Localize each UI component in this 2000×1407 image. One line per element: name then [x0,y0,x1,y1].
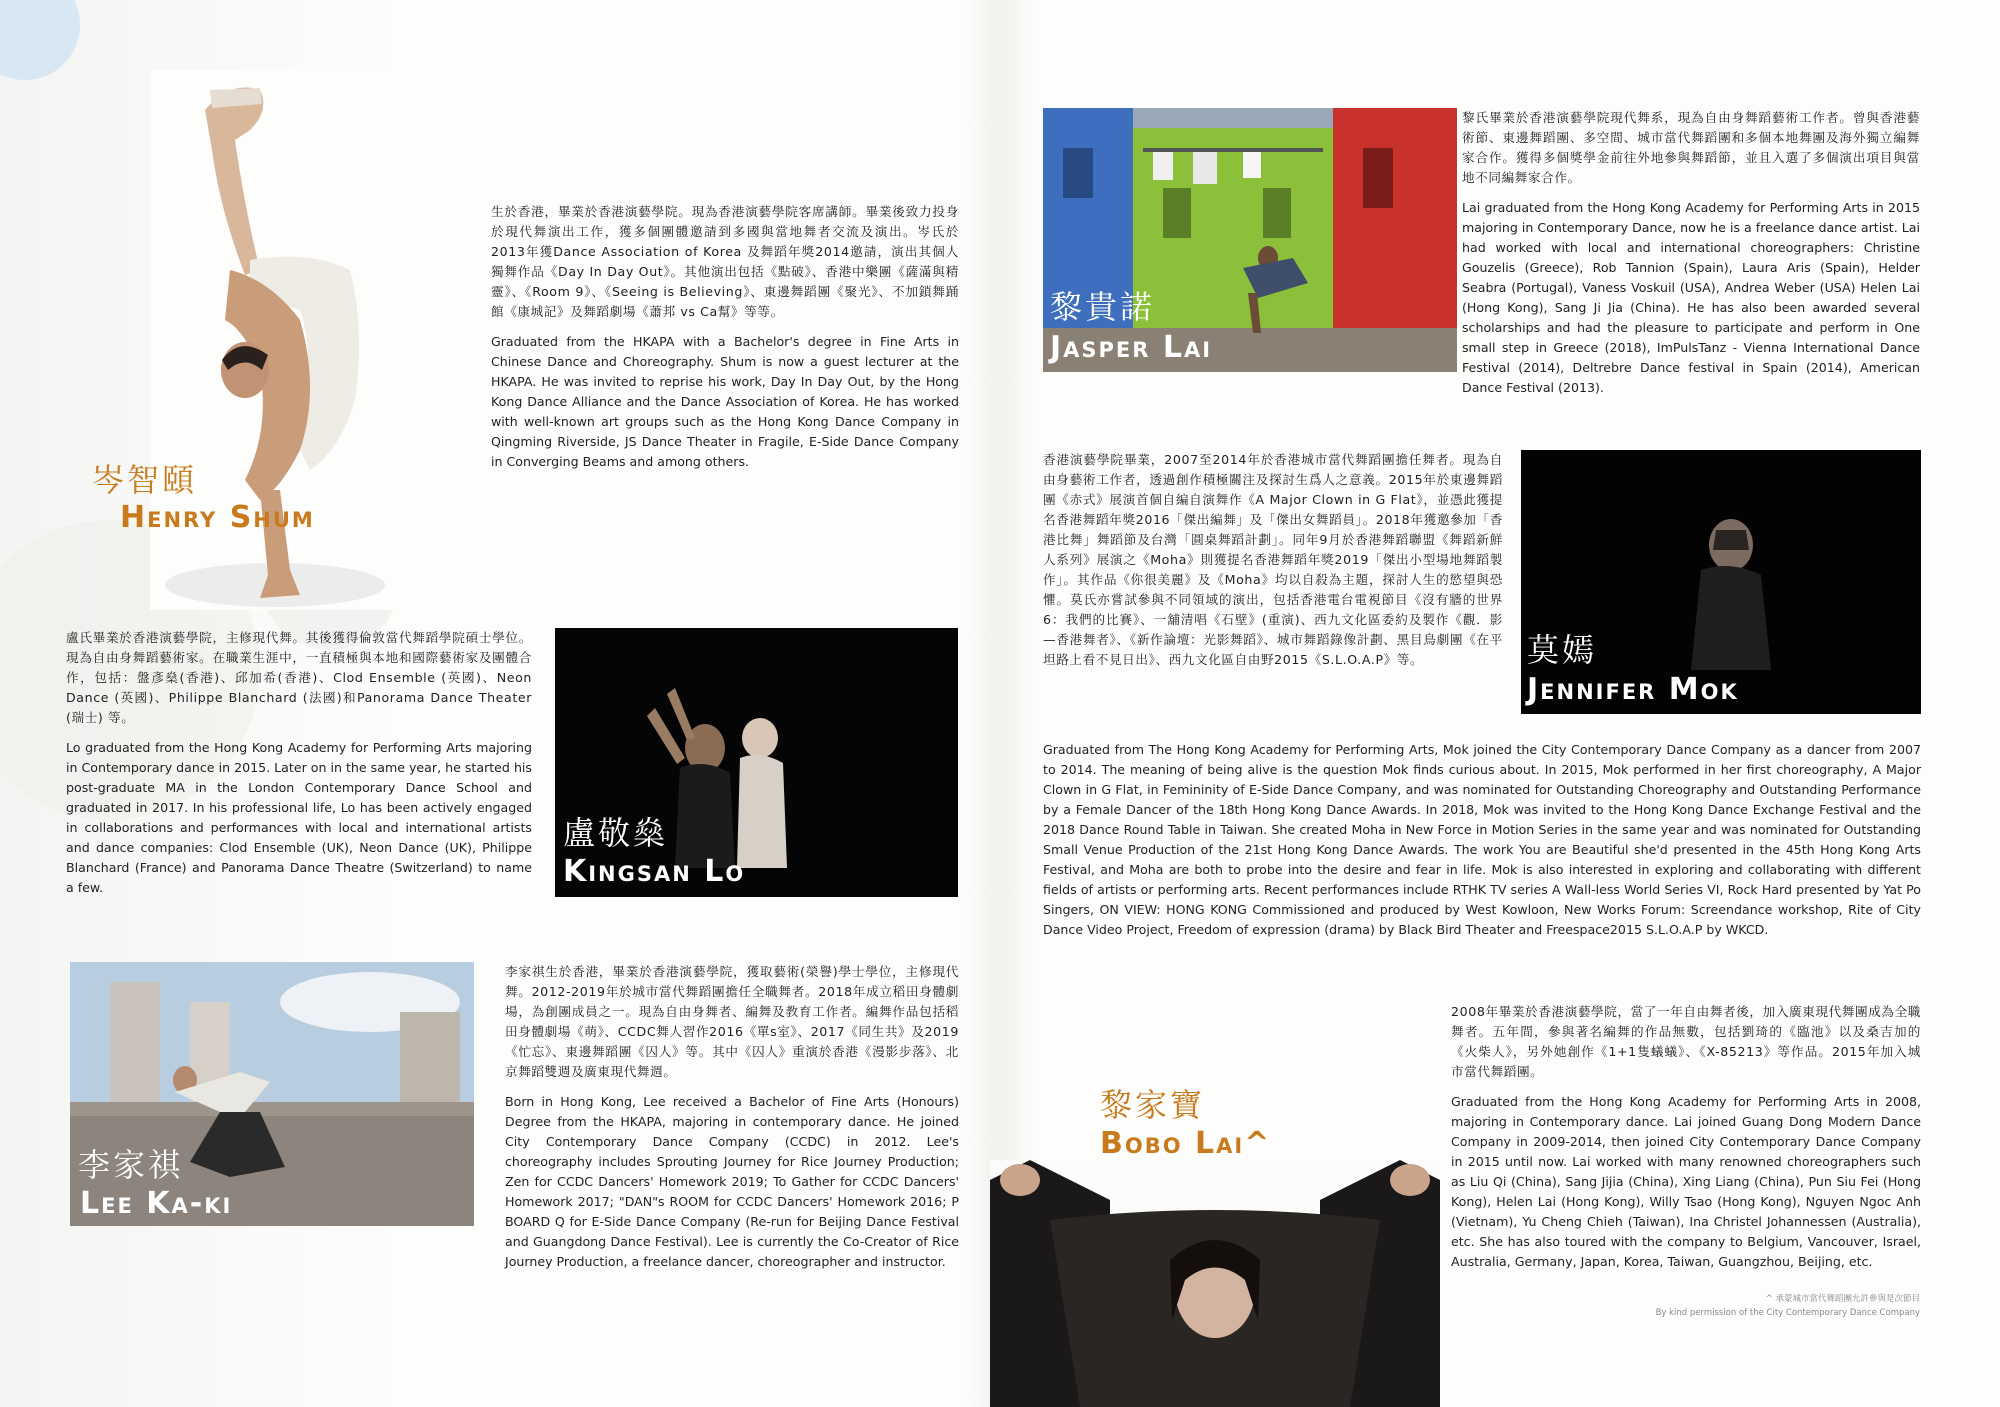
jennifer-mok-bio-cn: 香港演藝學院畢業，2007至2014年於香港城市當代舞蹈團擔任舞者。現為自由身藝術工作者，透過創作積極關注及探討生爲人之意義。2015年於東邊舞蹈團《赤式》展演首個自編自演舞作《A Major Clown in G Flat》，並憑此獲提名香港舞蹈年獎2016「傑出編舞」及「傑出女舞蹈員」。2018年獲邀參加「香港比舞」舞蹈節及台灣「圓桌舞蹈計劃」。同年9月於香港舞蹈聯盟《舞蹈新鮮人系列》展演之《Moha》則獲提名香港舞蹈年獎2019「傑出小型場地舞蹈製作」。其作品《你很美麗》及《Moha》均以自殺為主題，探討人生的慾望與恐懼。莫氏亦嘗試參與不同領域的演出，包括香港電台電視節目《沒有牆的世界6：我們的比賽》、一舖清唱《石壁》(重演)、西九文化區委約及製作《觀．影—香港舞者》、《新作論壇：光影舞蹈》、城市舞蹈錄像計劃、黑目鳥劇團《在平坦路上看不見日出》、西九文化區自由野2015《S.L.O.A.P》等。 [1043,452,1503,667]
company-credit-en: By kind permission of the City Contemporary Dance Company [1655,1308,1920,1318]
decor-circle [0,0,80,80]
bobo-lai-name-en: Bobo Lai^ [1100,1126,1272,1161]
kingsan-lo-name-en: Kingsan Lo [563,854,746,889]
jasper-lai-bio-en: Lai graduated from the Hong Kong Academy for Performing Arts in 2015 majoring in Contemporary Dance, now he is a freelance dance artist. Lai had worked with local and international choreographers: Christine Gouzelis (Greece), Rob Tannion (Spain), Laura Aris (Spain), Helder Seabra (Portugal), Vaness Voskuil (USA), Andrea Weber (USA) Helen Lai (Hong Kong), Sang Ji Jia (China). He has also been awarded several scholarships and had the pleasure to participate and perform in One small step in Greece (2018), ImPulsTanz - Vienna International Dance Festival (2014), Deltrebre Dance festival in Spain (2014), American Dance Festival (2013). [1462,200,1920,395]
kingsan-lo-bio [66,628,532,908]
lee-ka-ki-bio-cn: 李家祺生於香港，畢業於香港演藝學院，獲取藝術(榮譽)學士學位，主修現代舞。2012-2019年於城市當代舞蹈團擔任全職舞者。2018年成立稻田身體劇場，為創團成員之一。現為自由身舞者、編舞及教育工作者。編舞作品包括稻田身體劇場《萌》、CCDC舞人習作2016《單s室》、2017《同生共》及2019《忙忘》、東邊舞蹈團《囚人》等。其中《囚人》重演於香港《漫影步落》、北京舞蹈雙週及廣東現代舞週。 [505,964,959,1079]
bobo-lai-bio-cn: 2008年畢業於香港演藝學院，當了一年自由舞者後，加入廣東現代舞團成為全職舞者。五年間，參與著名編舞的作品無數，包括劉琦的《臨池》以及桑吉加的《火柴人》，另外她創作《1+1隻蟻蟻》、《X-85213》等作品。2015年加入城市當代舞蹈團。 [1451,1004,1921,1079]
henry-shum-bio-en: Graduated from the HKAPA with a Bachelor's degree in Fine Arts in Chinese Dance and Choreography. Shum is now a guest lecturer at the HKAPA. He was invited to reprise his work, Day In Day Out, by the Hong Kong Dance Alliance and the Dance Association of Korea. He has worked with well-known art groups such as the Hong Kong Dance Company in Qingming Riverside, JS Dance Theater in Fragile, E-Side Dance Company in Converging Beams and among others. [491,334,959,469]
jennifer-mok-name-cn: 莫嫣 [1527,631,1598,669]
lee-ka-ki-name-en: Lee Ka-ki [80,1186,233,1221]
jasper-lai-bio-cn: 黎氏畢業於香港演藝學院現代舞系，現為自由身舞蹈藝術工作者。曾與香港藝術節、東邊舞蹈團、多空間、城市當代舞蹈團和多個本地舞團及海外獨立編舞家合作。獲得多個獎學金前往外地參與舞蹈節，並且入選了多個演出項目與當地不同編舞家合作。 [1462,110,1920,185]
kingsan-lo-bio-cn: 盧氏畢業於香港演藝學院，主修現代舞。其後獲得倫敦當代舞蹈學院碩士學位。現為自由身舞蹈藝術家。在職業生涯中，一直積極與本地和國際藝術家及團體合作，包括：盤彥燊(香港)、邱加希(香港)、Clod Ensemble (英國)、Neon Dance (英國)、Philippe Blanchard (法國)和Panorama Dance Theater (瑞士) 等。 [66,630,532,725]
bobo-lai-bio [1451,1002,1921,1282]
bobo-lai-bio-en: Graduated from the Hong Kong Academy for Performing Arts in 2008, majoring in Contemporary dance. Lai joined Guang Dong Modern Dance Company in 2009-2014, then joined City Contemporary Dance Company in 2015 until now. Lai worked with many renowned choreographers such as Liu Qi (China), Sang Jijia (China), Xing Liang (China), Pun Siu Fei (Hong Kong), Helen Lai (Hong Kong), Willy Tsao (Hong Kong), Nguyen Ngoc Anh (Vietnam), Yu Cheng Chieh (Taiwan), Ina Christel Johannessen (Australia), etc. She has also toured with the company to Belgium, Vancouver, Israel, Australia, Germany, Japan, Korea, Taiwan, Guangzhou, Beijing, etc. [1451,1094,1921,1269]
jennifer-mok-bio-en-block [1043,740,1921,950]
kingsan-lo-bio-en: Lo graduated from the Hong Kong Academy for Performing Arts majoring in Contemporary dance in 2015. Later on in the same year, he started his post-graduate MA in the London Contemporary Dance School and graduated in 2017. In his professional life, Lo has been actively engaged in collaborations and performances with local and international artists and dance companies: Clod Ensemble (UK), Neon Dance (UK), Philippe Blanchard (France) and Panorama Dance Theatre (Switzerland) to name a few. [66,740,532,895]
bobo-lai-photo [990,1160,1440,1407]
dancer-arms-raised-figure [990,1160,1440,1407]
jasper-lai-bio [1462,108,1920,408]
lee-ka-ki-name-cn: 李家祺 [78,1146,184,1184]
henry-shum-bio-cn: 生於香港，畢業於香港演藝學院。現為香港演藝學院客席講師。畢業後致力投身於現代舞演出工作，獲多個團體邀請到多國與當地舞者交流及演出。岑氏於2013年獲Dance Association of Korea 及舞蹈年獎2014邀請，演出其個人獨舞作品《Day In Day Out》。其他演出包括《點破》、香港中樂團《薩滿與精靈》、《Room 9》、《Seeing is Believing》、東邊舞蹈團《聚光》、不加鎖舞踊館《康城記》及舞蹈劇場《蕭邦 vs Ca幫》等等。 [491,204,959,319]
lee-ka-ki-bio [505,962,959,1282]
lee-ka-ki-bio-en: Born in Hong Kong, Lee received a Bachelor of Fine Arts (Honours) Degree from the HKAPA, majoring in contemporary dance. He joined City Contemporary Dance Company (CCDC) in 2012. Lee's choreography includes Sprouting Journey for Rice Journey Production; Zen for CCDC Dancers' Homework 2019; To Gather for CCDC Dancers' Homework 2017; "DAN"s ROOM for CCDC Dancers' Homework 2016; P BOARD Q for E-Side Dance Company (Re-run for Beijing Dance Festival and Guangdong Dance Festival). Lee is currently the Co-Creator of Rice Journey Production, a freelance dancer, choreographer and instructor. [505,1094,959,1269]
henry-shum-name-cn: 岑智頤 [92,461,198,499]
henry-shum-bio [491,202,959,482]
company-credit-cn: ^ 承蒙城市當代舞蹈團允許參與是次節目 [1765,1294,1920,1304]
company-credit [1520,1292,1920,1320]
jennifer-mok-bio-en: Graduated from The Hong Kong Academy for Performing Arts, Mok joined the City Contemporary Dance Company as a dancer from 2007 to 2014. The meaning of being alive is the question Mok finds curious about. In 2015, Mok performed in her first choreography, A Major Clown in G Flat, in Femininity of E-Side Dance Company, and was nominated for Outstanding Choreography and Outstanding Performance by a Female Dancer of the 18th Hong Kong Dance Awards. In 2018, Mok was invited to the Hong Kong Dance Exchange Festival and the 2018 Dance Round Table in Taiwan. She created Moha in New Force in Motion Series in the same year and was nominated for Outstanding Small Venue Production of the 21st Hong Kong Dance Awards. The work You are Beautiful she'd presented in the 45th Hong Kong Arts Festival, and Moha are both to probe into the desire and fear in life. Mok is also interested in exploring and collaborating with different fields of artists or performing arts. Recent performances include RTHK TV series A Wall-less World Series VI, Rock Hard presented by Yat Po Singers, ON VIEW: HONG KONG Commissioned and produced by West Kowloon, New Works Forum: Screendance workshop, Rite of City Dance Video Project, Freedom of expression (drama) by Black Bird Theater and Freespace2015 S.L.O.A.P by WKCD. [1043,742,1921,937]
bobo-lai-name-cn: 黎家寶 [1100,1086,1206,1124]
jennifer-mok-bio-cn-block [1043,450,1503,680]
henry-shum-name-en: Henry Shum [120,500,315,535]
jasper-lai-name-en: Jasper Lai [1050,330,1213,365]
jennifer-mok-name-en: Jennifer Mok [1527,672,1739,707]
jasper-lai-name-cn: 黎貴諾 [1050,288,1156,326]
kingsan-lo-name-cn: 盧敬燊 [563,814,669,852]
